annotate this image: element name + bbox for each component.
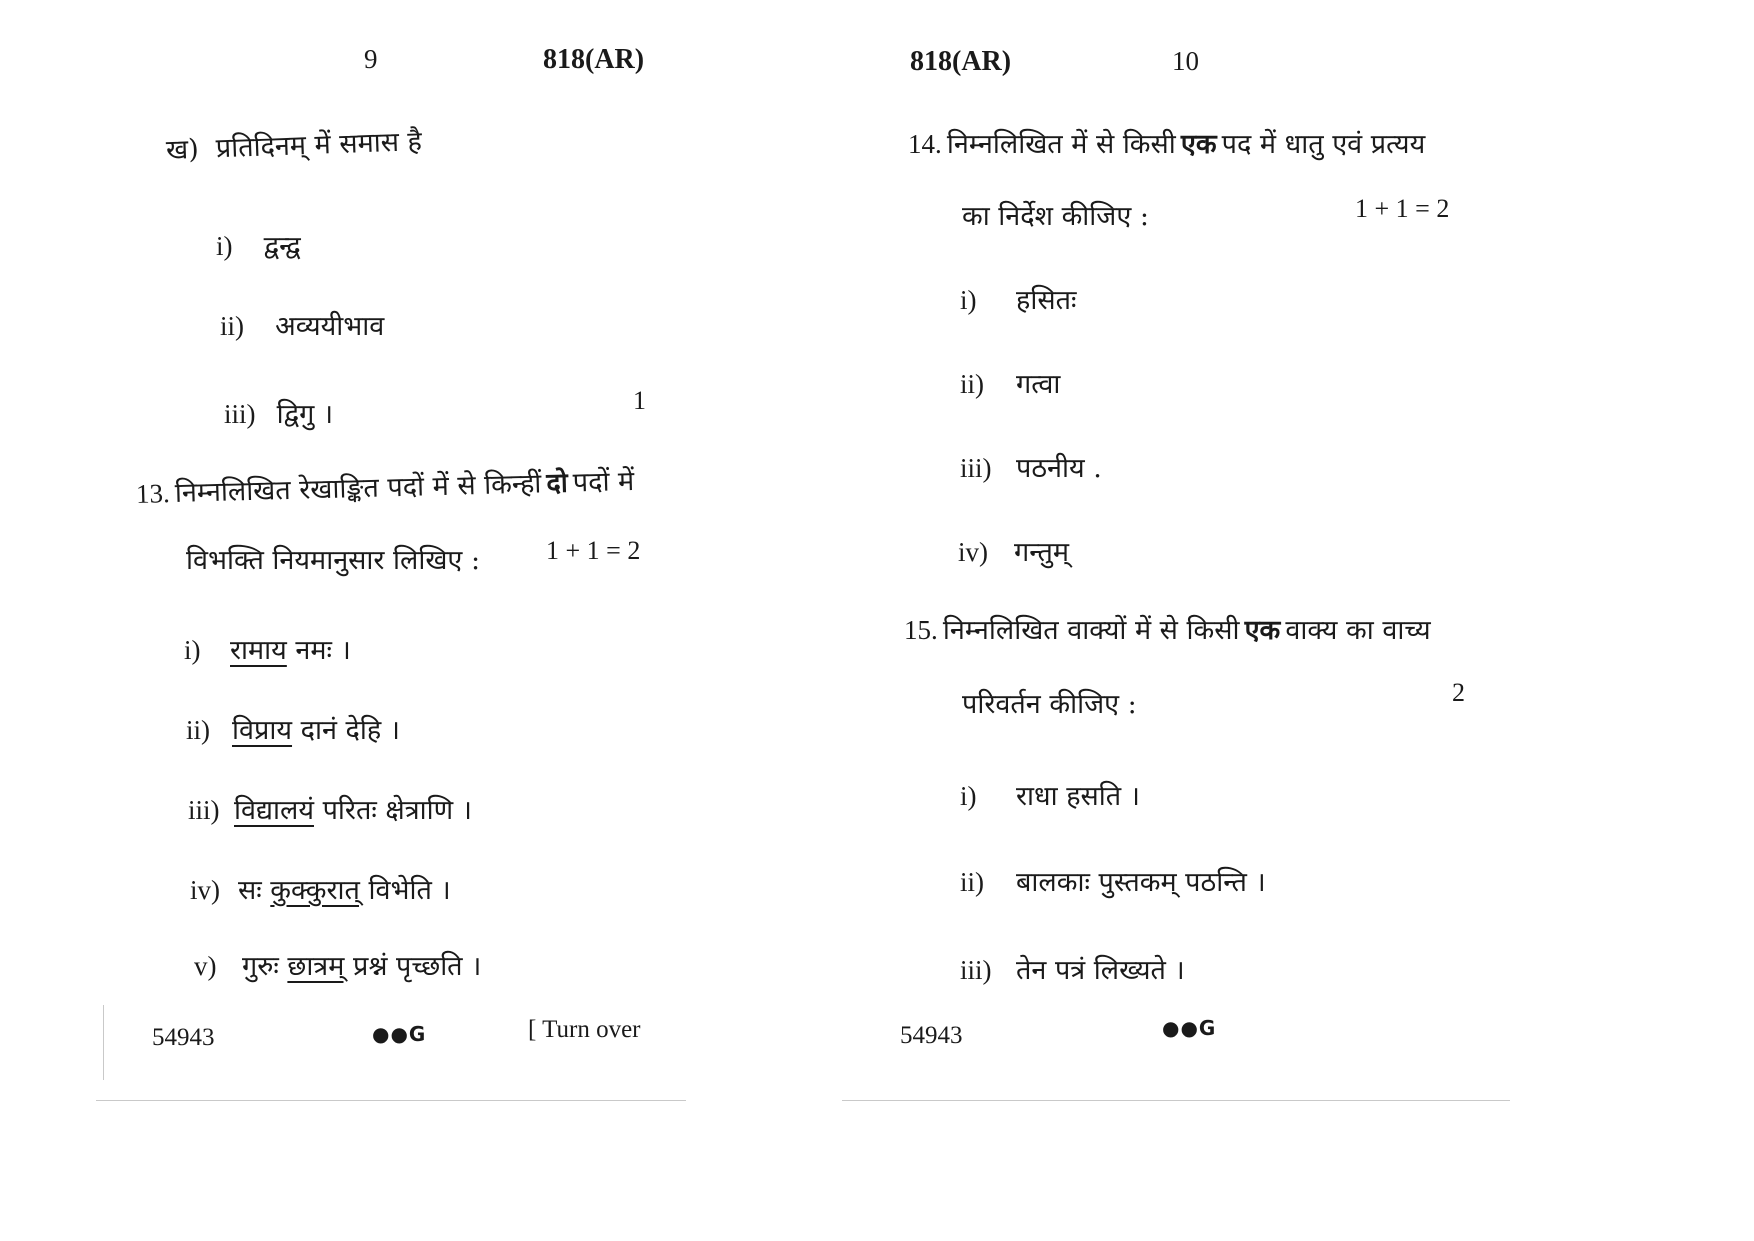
q14-item-4 <box>958 532 1069 569</box>
q13-marks: 1 + 1 = 2 <box>546 536 641 565</box>
q15-item-roman: i) <box>960 781 977 811</box>
q14-line2: का निर्देश कीजिए : <box>962 201 1149 232</box>
left-bottom-edge <box>96 1100 686 1101</box>
q14-item-roman: iv) <box>958 537 988 567</box>
q12b-option-roman: ii) <box>220 311 244 341</box>
right-page-number: 10 <box>1172 46 1199 76</box>
q14-item-3 <box>960 448 1102 485</box>
q12b-option-1 <box>216 226 301 263</box>
q15-line1-post: वाक्य का वाच्य <box>1285 615 1431 646</box>
q15-item-roman: iii) <box>960 955 992 985</box>
q13-line1 <box>136 461 649 511</box>
left-page-number: 9 <box>364 44 378 74</box>
q13-item-post: विभेति । <box>359 875 451 906</box>
left-footer-mark <box>372 1022 426 1046</box>
q13-item-underlined: कुक्कुरात् <box>270 875 360 906</box>
q13-line1-post: पदों में <box>572 465 635 499</box>
q12b-marks: 1 <box>633 386 646 415</box>
q14-number: 14. <box>908 129 942 159</box>
q14-line1 <box>908 124 1425 161</box>
q15-line1-bold: एक <box>1244 615 1281 646</box>
q13-item-post: नमः । <box>286 635 351 666</box>
left-paper-code: 818(AR) <box>543 44 645 75</box>
q15-item-text: बालकाः पुस्तकम् पठन्ति । <box>1016 867 1266 898</box>
right-bottom-edge <box>842 1100 1510 1101</box>
q13-number: 13. <box>135 478 171 509</box>
q12b-option-roman: i) <box>216 231 233 261</box>
q13-item-post: दानं देहि । <box>292 715 400 746</box>
q15-item-roman: ii) <box>960 867 984 897</box>
q13-item-2 <box>186 710 400 747</box>
q14-item-roman: i) <box>960 285 977 315</box>
q13-line2: विभक्ति नियमानुसार लिखिए : <box>186 545 481 576</box>
footer-dots-icon: ●●G <box>372 1022 427 1046</box>
left-turn-over: [ Turn over <box>528 1016 641 1043</box>
q13-item-pre: सः <box>238 875 271 906</box>
q13-item-underlined: विद्यालयं <box>234 795 314 826</box>
q12b-text: प्रतिदिनम् में समास है <box>215 126 423 165</box>
q12b-label: ख) <box>165 133 200 166</box>
q13-line1-bold: दो <box>545 467 569 500</box>
q14-item-2 <box>960 364 1060 401</box>
q15-item-text: राधा हसति । <box>1016 781 1141 812</box>
q15-item-1 <box>960 776 1140 813</box>
left-margin-line <box>103 1005 104 1080</box>
q14-item-1 <box>960 280 1076 317</box>
q13-item-4 <box>190 870 451 907</box>
q14-item-text: गत्वा <box>1016 369 1061 400</box>
right-footer-mark <box>1162 1016 1216 1040</box>
q14-item-text: हसितः <box>1016 285 1077 316</box>
q13-item-roman: i) <box>184 635 201 665</box>
q15-number: 15. <box>904 615 938 645</box>
q13-item-post: प्रश्नं पृच्छति । <box>344 951 482 982</box>
q13-item-underlined: विप्राय <box>232 715 293 746</box>
footer-dots-icon: ●●G <box>1162 1016 1217 1040</box>
q13-item-5 <box>194 946 481 983</box>
q14-marks: 1 + 1 = 2 <box>1355 194 1450 223</box>
q13-item-underlined: रामाय <box>230 635 287 666</box>
right-footer-code: 54943 <box>900 1022 963 1049</box>
q14-line1-post: पद में धातु एवं प्रत्यय <box>1221 129 1426 160</box>
q12b-option-text: अव्ययीभाव <box>275 311 385 342</box>
q15-item-text: तेन पत्रं लिख्यते । <box>1016 955 1185 986</box>
right-paper-code: 818(AR) <box>910 46 1012 77</box>
q15-item-2 <box>960 862 1266 899</box>
left-footer-code: 54943 <box>152 1024 215 1051</box>
q12b-option-text: द्वन्द्व <box>263 231 301 262</box>
q15-item-3 <box>960 950 1185 987</box>
q13-item-pre: गुरुः <box>242 951 288 982</box>
q13-item-roman: ii) <box>186 715 210 745</box>
q15-line2: परिवर्तन कीजिए : <box>962 689 1137 720</box>
q12b-question <box>165 121 422 167</box>
q14-item-roman: iii) <box>960 453 992 483</box>
q14-item-roman: ii) <box>960 369 984 399</box>
q14-item-text: गन्तुम् <box>1014 537 1070 568</box>
q12b-option-text: द्विगु । <box>276 399 334 430</box>
q13-item-1 <box>184 630 351 667</box>
q14-line1-pre: निम्नलिखित में से किसी <box>946 129 1176 160</box>
q12b-option-2 <box>220 306 384 343</box>
q15-line1-pre: निम्नलिखित वाक्यों में से किसी <box>942 615 1240 646</box>
q15-marks: 2 <box>1452 678 1465 707</box>
q14-line1-bold: एक <box>1180 129 1217 160</box>
q12b-option-roman: iii) <box>224 399 256 429</box>
q13-item-roman: iii) <box>188 795 220 825</box>
q14-item-text: पठनीय . <box>1016 453 1102 484</box>
q13-item-roman: v) <box>194 951 217 981</box>
q12b-option-3 <box>224 394 333 431</box>
q13-item-post: परितः क्षेत्राणि । <box>313 795 472 826</box>
q13-line1-pre: निम्नलिखित रेखाङ्कित पदों में से किन्हीं <box>174 468 542 509</box>
q13-item-roman: iv) <box>190 875 220 905</box>
q13-item-3 <box>188 790 472 827</box>
q13-item-underlined: छात्रम् <box>287 951 345 982</box>
q15-line1 <box>904 610 1431 647</box>
